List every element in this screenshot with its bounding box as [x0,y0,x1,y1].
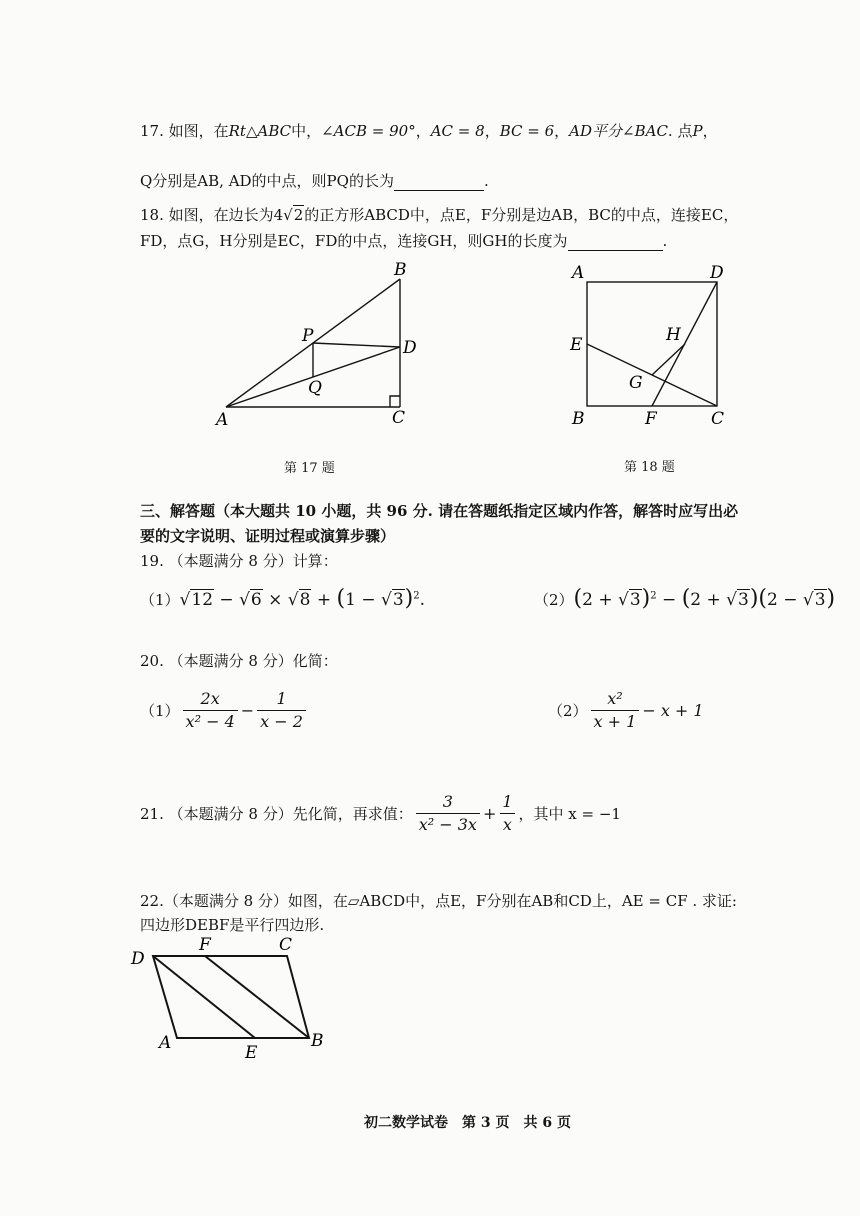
q20-p2-fraction [591,690,640,731]
q20-p1-fraction-2 [257,690,306,731]
q17-p: P [692,122,703,140]
fig18-label-f: F [645,409,657,429]
q17-bc: BC = 6 [499,122,555,140]
answer-blank-18[interactable] [568,234,663,251]
fig18-label-c: C [711,409,725,429]
q21-den2: x [500,813,515,834]
q17-angle: ∠ACB = 90° [321,122,416,140]
q20-p1-label: （1） [140,702,180,720]
q18-line1b: 的正方形ABCD中，点E，F分别是边AB，BC的中点，连接EC， [304,206,739,224]
right-angle-mark [390,396,400,407]
q19-p1-label: （1） [140,591,180,609]
fig22-label-c: C [279,935,293,955]
section-3-heading-line-1: 三、解答题（本大题共 10 小题，共 96 分. 请在答题纸指定区域内作答，解答时应写出必 [140,502,739,520]
q20-p1-num1: 2x [200,689,220,708]
fig22-label-e: E [245,1043,258,1063]
fig22-label-b: B [311,1031,324,1051]
section-3-heading-line-2: 要的文字说明、证明过程或演算步骤） [140,527,396,545]
q20-p1-den1: x² − 4 [183,710,238,731]
question-20-part-2 [548,690,704,731]
square-abcd [587,282,717,406]
q18-line2-text: FD，点G，H分别是EC，FD的中点，连接GH，则GH的长度为 [140,232,568,250]
fig17-label-d: D [403,338,417,358]
q17-triangle: Rt△ABC [228,122,292,140]
question-17-line-2 [140,170,489,191]
fig17-label-p: P [302,326,314,346]
q17-zhong: 中， [291,122,322,140]
question-22-line-2: 四边形DEBF是平行四边形. [140,916,325,934]
fig17-label-a: A [216,410,229,430]
q20-p2-den: x + 1 [591,710,640,731]
q20-p2-label: （2） [548,702,588,720]
q20-p2-tail: − x + 1 [642,701,704,720]
q21-num1: 3 [442,792,453,811]
q21-fraction-2 [499,793,515,834]
fig22-label-d: D [131,949,145,969]
fig18-label-h: H [666,325,681,345]
parallelogram-abcd [153,956,309,1038]
figure-18 [565,258,745,430]
segment-fb [205,956,309,1038]
q20-p2-num: x² [607,689,623,708]
q18-side-coef: 4 [273,206,284,224]
q17-line2-text: Q分别是AB, AD的中点，则PQ的长为 [140,172,394,190]
fig18-label-d: D [710,263,724,283]
figure-22 [125,930,345,1070]
q21-num2: 1 [502,792,513,811]
segment-pd [313,343,400,347]
q21-tail: ，其中 x = −1 [518,805,621,823]
q20-p1-num2: 1 [276,689,287,708]
page-footer: 初二数学试卷 第 3 页 共 6 页 [364,1115,571,1131]
q17-prefix: 17. 如图，在 [140,122,229,140]
q21-fraction-1 [416,793,480,834]
q17-end: . [483,172,489,190]
q18-side-radicand: 2 [293,206,304,224]
fig22-label-a: A [159,1033,172,1053]
fig18-label-a: A [572,263,585,283]
question-17-line-1: 17. 如图，在Rt△ABC中，∠ACB = 90°，AC = 8，BC = 6，AD平分∠BAC. 点P， [140,122,718,140]
segment-de [153,956,255,1038]
q20-p1-fraction-1 [183,690,238,731]
figure-18-caption: 第 18 题 [624,460,675,475]
answer-blank-17[interactable] [394,174,484,191]
question-21: 21. （本题满分 8 分）先化简，再求值： $\frac{3}{\text{x² − 3x}}$ + $\frac{1}{x}$ ，其中 x = −1 [140,792,621,834]
q17-ad-bisect: AD平分∠BAC [569,122,668,140]
question-20-part-1: （1） $\frac{2x}{\text{x² − 4}}$ − $\frac{1}{x - 2}$ [140,690,309,731]
q21-title: 21. （本题满分 8 分）先化简，再求值： [140,805,413,823]
fig18-label-b: B [572,409,585,429]
question-18-line-1: 18. 如图，在边长为4√2的正方形ABCD中，点E，F分别是边AB，BC的中点，连接EC， [140,206,739,224]
q20-p1-den2: x − 2 [257,710,306,731]
question-22-line-1: 22.（本题满分 8 分）如图，在▱ABCD中，点E，F分别在AB和CD上，AE = CF . 求证: [140,892,737,910]
question-18-line-2 [140,230,667,251]
fig18-label-e: E [570,335,583,355]
figure-17 [210,255,430,435]
fig18-label-g: G [629,373,643,393]
question-20-title: 20. （本题满分 8 分）化简： [140,652,338,670]
q18-end: . [662,232,668,250]
q18-line1a: 18. 如图，在边长为 [140,206,274,224]
fig17-label-q: Q [308,378,322,398]
q21-den1: x² − 3x [416,813,480,834]
q17-dian: . 点 [667,122,693,140]
fig17-label-c: C [392,408,406,428]
q17-ac: AC = 8 [430,122,485,140]
segment-gh [652,344,685,375]
question-19-title: 19. （本题满分 8 分）计算： [140,552,338,570]
fig17-label-b: B [394,260,407,280]
figure-17-caption: 第 17 题 [284,461,335,476]
q19-p2-label: （2） [534,591,574,609]
question-19-part-2: $(2)(2 + √3)^2 - (2 + √3)(2 - √3)$ [534,586,836,611]
question-19-part-1: $(1)√12 - √6 \times √8 + (1 - √3)^2$. [140,586,426,611]
fig22-label-f: F [199,935,211,955]
